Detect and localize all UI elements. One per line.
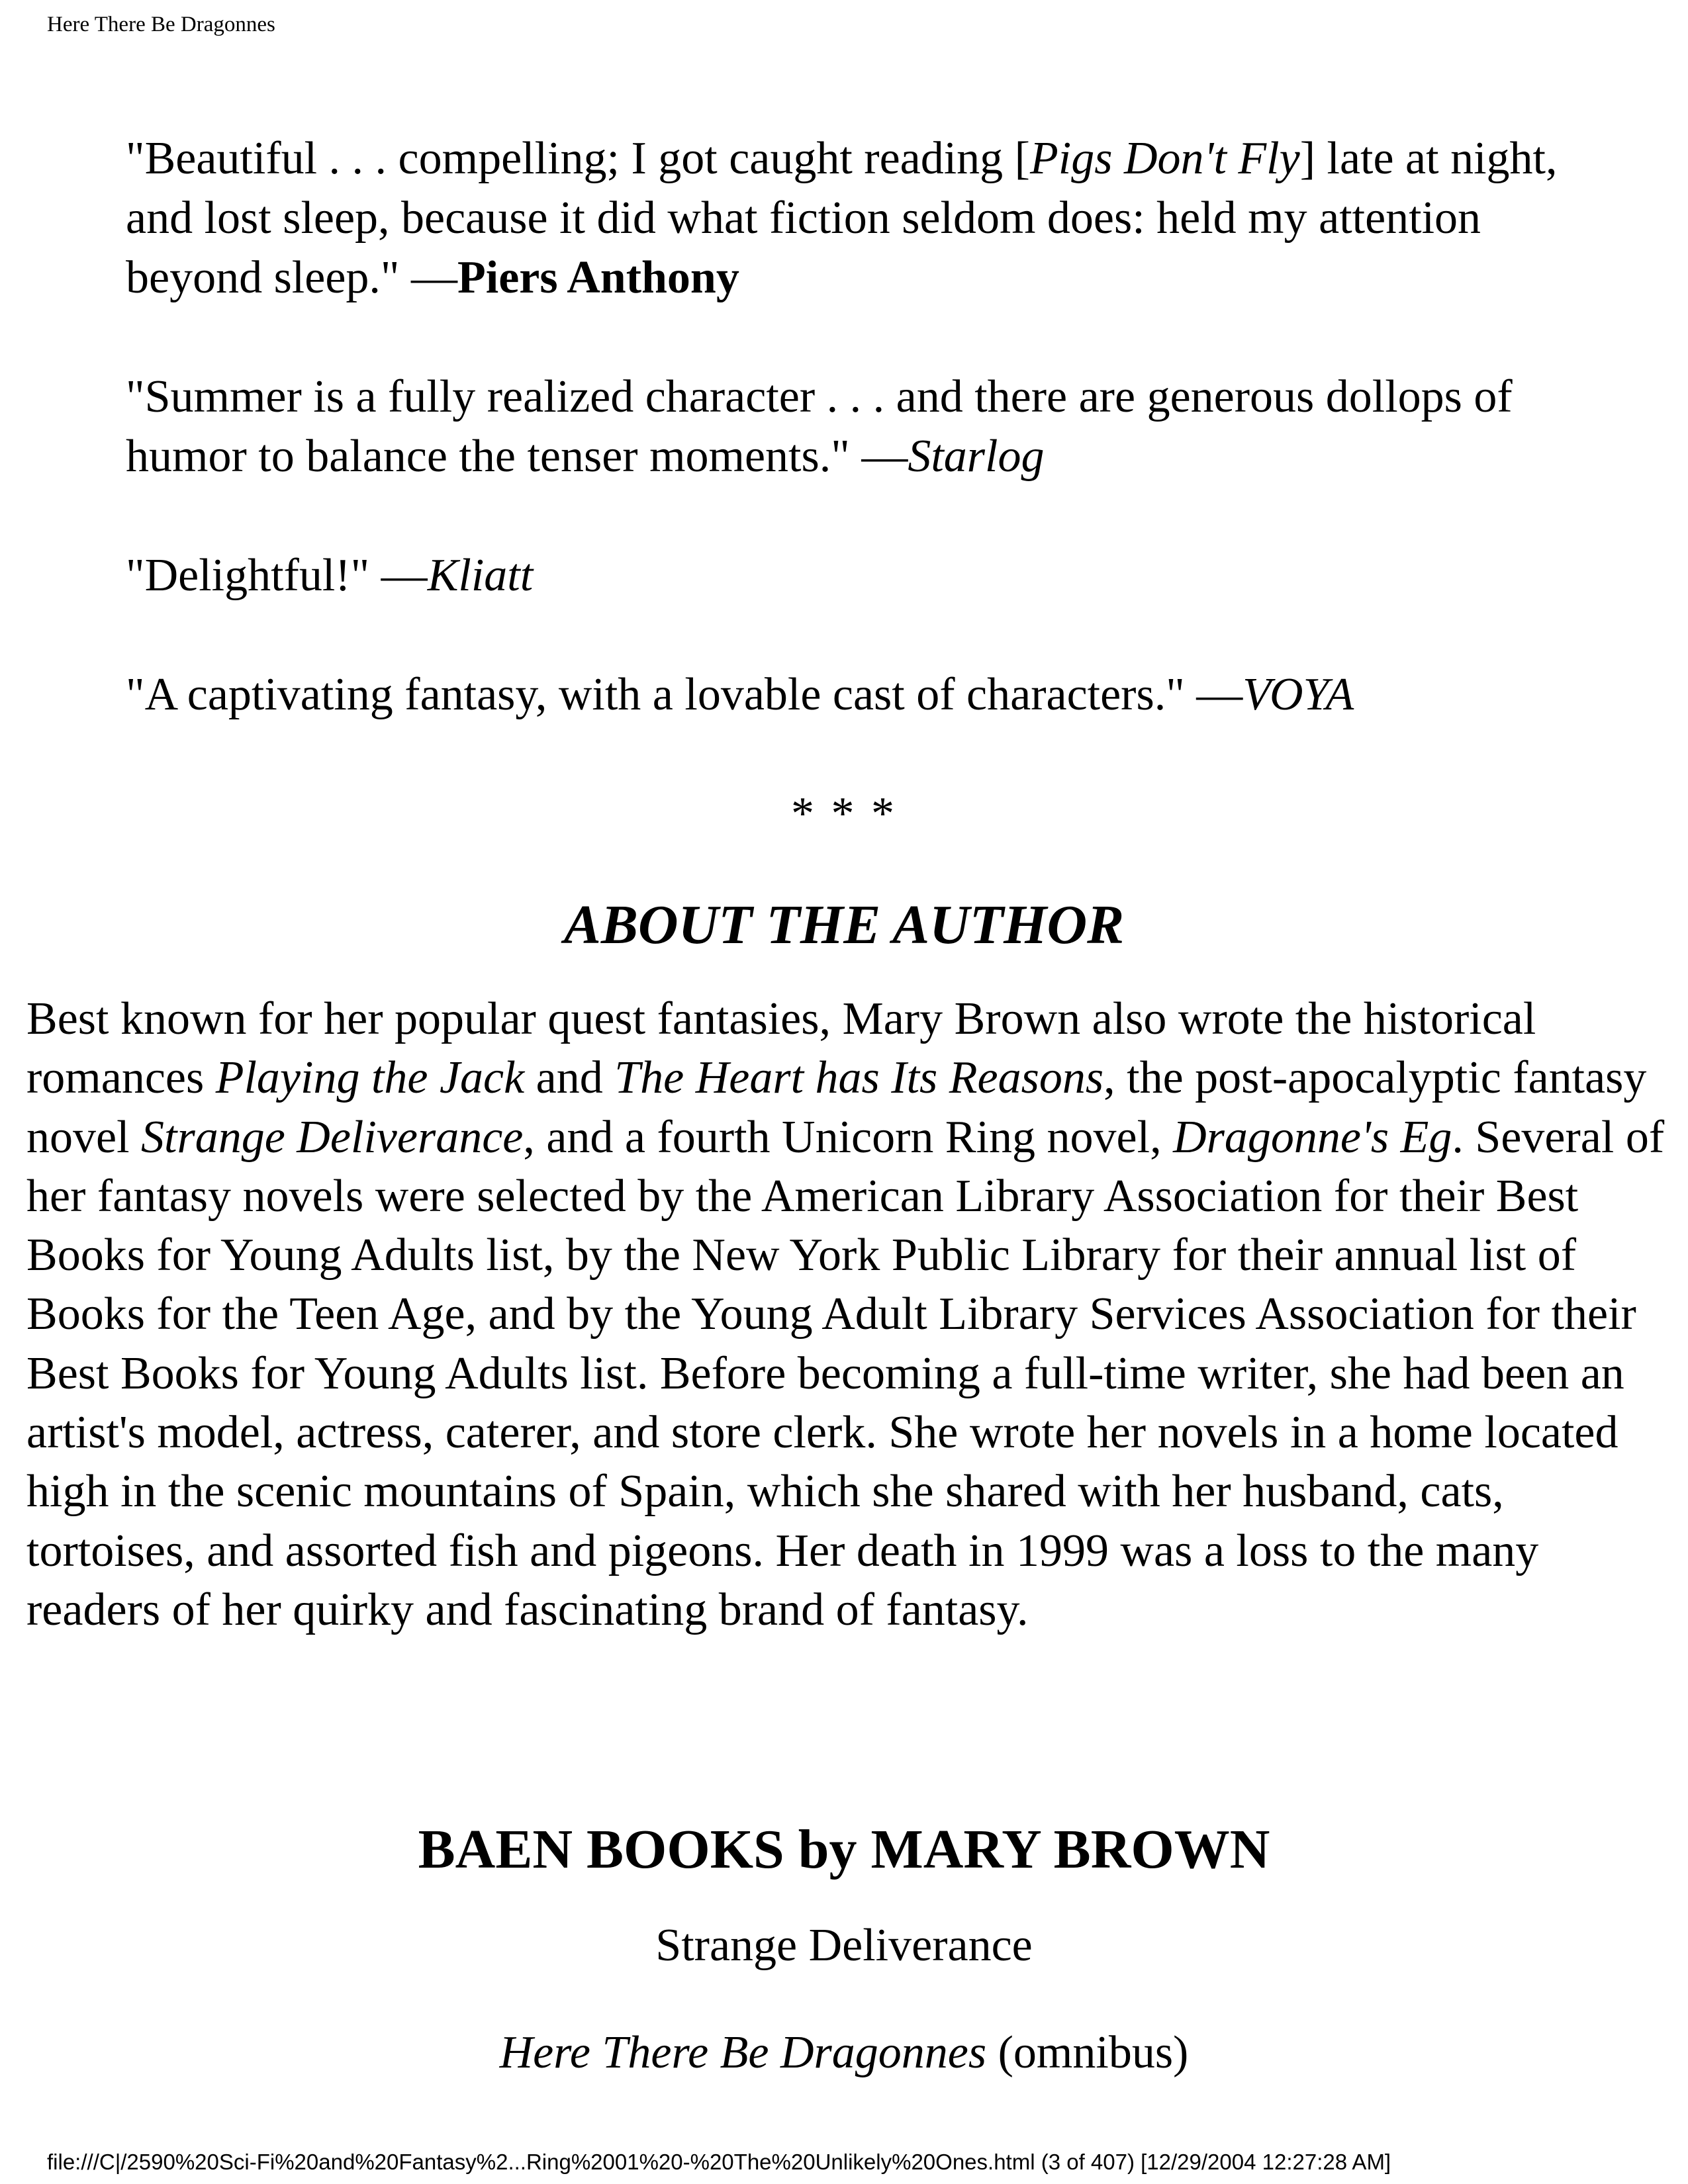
quote-text: "Delightful!" — [126, 550, 428, 601]
book-note: (omnibus) [986, 2027, 1189, 2078]
book-title-strange-deliverance: Strange Deliverance [655, 1920, 1033, 1971]
bio-text: , and a fourth Unicorn Ring novel, [523, 1111, 1174, 1163]
bio-book-title: Dragonne's Eg [1173, 1111, 1452, 1163]
quote-text: "A captivating fantasy, with a lovable cast of characters." — [126, 669, 1243, 720]
book-title: Here There Be Dragonnes [499, 2027, 987, 2078]
section-separator: * * * [791, 788, 897, 839]
review-quotes [126, 129, 1609, 784]
bio-book-title: The Heart has Its Reasons [614, 1052, 1104, 1104]
bio-book-title: Strange Deliverance [141, 1111, 524, 1163]
review-quote-starlog [126, 367, 1609, 486]
book-entry-here-there-be-dragonnes [0, 2023, 1688, 2083]
bio-text: Best known for her popular quest fantasies, Mary Brown also wrote the historical romances [26, 993, 1536, 1104]
quote-source: VOYA [1243, 669, 1354, 720]
bio-text: . Several of her fantasy novels were selected by the American Library Association for their Best Books for Young Adults list, by the New York Public Library for their annual list of Books for the Teen Age, and by the Young Adult Library Services Association for their Best Books for Young Adults list. Before becoming a full-time writer, she had been an artist's model, actress, caterer, and store clerk. She wrote her novels in a home located high in the scenic mountains of Spain, which she shared with her husband, cats, tortoises, and assorted fish and pigeons. Her death in 1999 was a loss to the many readers of her quirky and fascinating brand of fantasy. [26, 1111, 1665, 1635]
quote-text: "Beautiful . . . compelling; I got caught reading [ [126, 133, 1030, 184]
footer-file-url: file:///C|/2590%20Sci-Fi%20and%20Fantasy%2...Ring%2001%20-%20The%20Unlikely%20Ones.html (3 of 407) [12/29/2004 12:27:28 AM] [47, 2150, 1391, 2174]
quote-source: Starlog [908, 431, 1045, 482]
quote-text: "Summer is a fully realized character . . . and there are generous dollops of humor to balance the tenser moments." — [126, 371, 1513, 482]
bio-text: , the post-apocalyptic fantasy novel [26, 1052, 1647, 1163]
author-bio [26, 989, 1665, 1639]
review-quote-piers-anthony [126, 129, 1609, 308]
bio-book-title: Playing the Jack [215, 1052, 525, 1104]
review-quote-kliatt [126, 546, 1609, 606]
quote-source: Kliatt [427, 550, 534, 601]
quote-source: Piers Anthony [457, 252, 739, 303]
quoted-book-title: Pigs Don't Fly [1030, 133, 1300, 184]
running-head: Here There Be Dragonnes [47, 13, 275, 36]
about-author-heading: ABOUT THE AUTHOR [563, 894, 1125, 956]
review-quote-voya [126, 665, 1609, 725]
baen-books-heading: BAEN BOOKS by MARY BROWN [418, 1819, 1270, 1880]
bio-text: and [524, 1052, 615, 1104]
quote-text: ] late at night, and lost sleep, because it did what fiction seldom does: held my attention beyond sleep." — [126, 133, 1558, 303]
